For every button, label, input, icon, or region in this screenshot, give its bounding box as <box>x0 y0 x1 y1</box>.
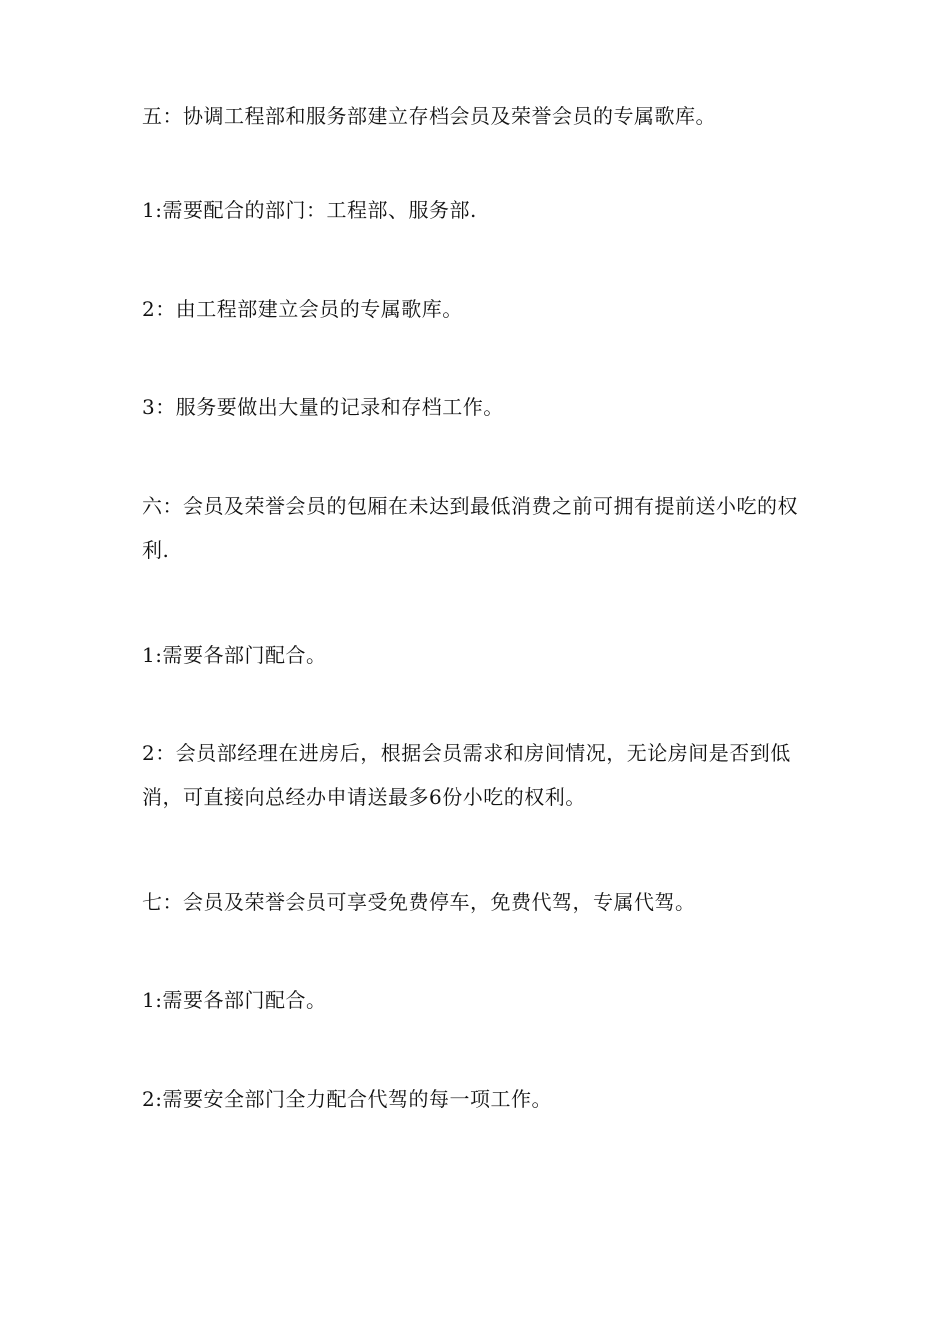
section-five-item-1: 1:需要配合的部门：工程部、服务部. <box>142 198 477 222</box>
section-six-item-1: 1:需要各部门配合。 <box>142 643 327 667</box>
section-seven-item-2: 2:需要安全部门全力配合代驾的每一项工作。 <box>142 1087 552 1111</box>
section-six-item-2: 2：会员部经理在进房后，根据会员需求和房间情况，无论房间是否到低消，可直接向总经办申请送最多6份小吃的权利。 <box>142 741 791 809</box>
section-seven-heading: 七：会员及荣誉会员可享受免费停车，免费代驾，专属代驾。 <box>142 890 696 914</box>
section-five-item-2: 2：由工程部建立会员的专属歌库。 <box>142 297 463 321</box>
section-seven-item-1: 1:需要各部门配合。 <box>142 988 327 1012</box>
section-five-heading: 五：协调工程部和服务部建立存档会员及荣誉会员的专属歌库。 <box>142 104 716 128</box>
section-six-heading: 六：会员及荣誉会员的包厢在未达到最低消费之前可拥有提前送小吃的权利. <box>142 494 798 562</box>
section-five-item-3: 3：服务要做出大量的记录和存档工作。 <box>142 395 504 419</box>
